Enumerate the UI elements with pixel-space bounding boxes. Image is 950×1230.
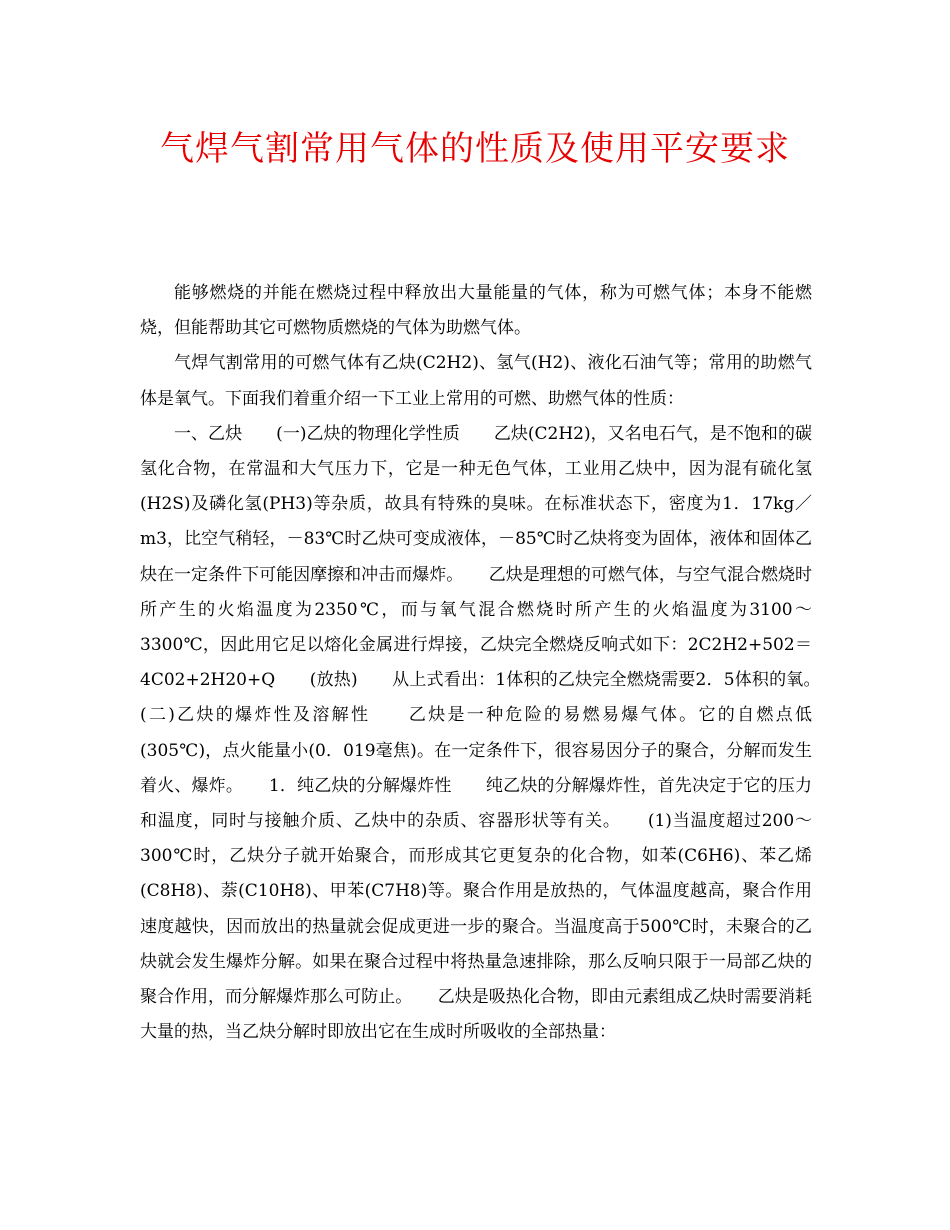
paragraph-common-gases: 气焊气割常用的可燃气体有乙炔(C2H2)、氢气(H2)、液化石油气等；常用的助燃气体是氧气。下面我们着重介绍一下工业上常用的可燃、助燃气体的性质： xyxy=(140,353,812,409)
document-body xyxy=(140,276,846,1050)
paragraph-intro: 能够燃烧的并能在燃烧过程中释放出大量能量的气体，称为可燃气体；本身不能燃烧，但能帮助其它可燃物质燃烧的气体为助燃气体。 xyxy=(140,283,812,339)
paragraph-acetylene: 一、乙炔 (一)乙炔的物理化学性质 乙炔(C2H2)，又名电石气，是不饱和的碳氢化合物，在常温和大气压力下，它是一种无色气体，工业用乙炔中，因为混有硫化氢(H2S)及磷化氢(PH3)等杂质，故具有特殊的臭味。在标准状态下，密度为1．17kg／m3，比空气稍轻，－83℃时乙炔可变成液体，－85℃时乙炔将变为固体，液体和固体乙炔在一定条件下可能因摩擦和冲击而爆炸。 乙炔是理想的可燃气体，与空气混合燃烧时所产生的火焰温度为2350℃，而与氧气混合燃烧时所产生的火焰温度为3100～3300℃，因此用它足以熔化金属进行焊接，乙炔完全燃烧反响式如下：2C2H2+502＝4C02+2H20+Q (放热) 从上式看出：1体积的乙炔完全燃烧需要2．5体积的氧。 (二)乙炔的爆炸性及溶解性 乙炔是一种危险的易燃易爆气体。它的自燃点低(305℃)，点火能量小(0．019毫焦)。在一定条件下，很容易因分子的聚合，分解而发生着火、爆炸。 1．纯乙炔的分解爆炸性 纯乙炔的分解爆炸性，首先决定于它的压力和温度，同时与接触介质、乙炔中的杂质、容器形状等有关。 (1)当温度超过200～300℃时，乙炔分子就开始聚合，而形成其它更复杂的化合物，如苯(C6H6)、苯乙烯(C8H8)、萘(C10H8)、甲苯(C7H8)等。聚合作用是放热的，气体温度越高，聚合作用速度越快，因而放出的热量就会促成更进一步的聚合。当温度高于500℃时，未聚合的乙炔就会发生爆炸分解。如果在聚合过程中将热量急速排除，那么反响只限于一局部乙炔的聚合作用，而分解爆炸那么可防止。 乙炔是吸热化合物，即由元素组成乙炔时需要消耗大量的热，当乙炔分解时即放出它在生成时所吸收的全部热量： xyxy=(140,423,846,1043)
document-title: 气焊气割常用气体的性质及使用平安要求 xyxy=(160,129,790,169)
